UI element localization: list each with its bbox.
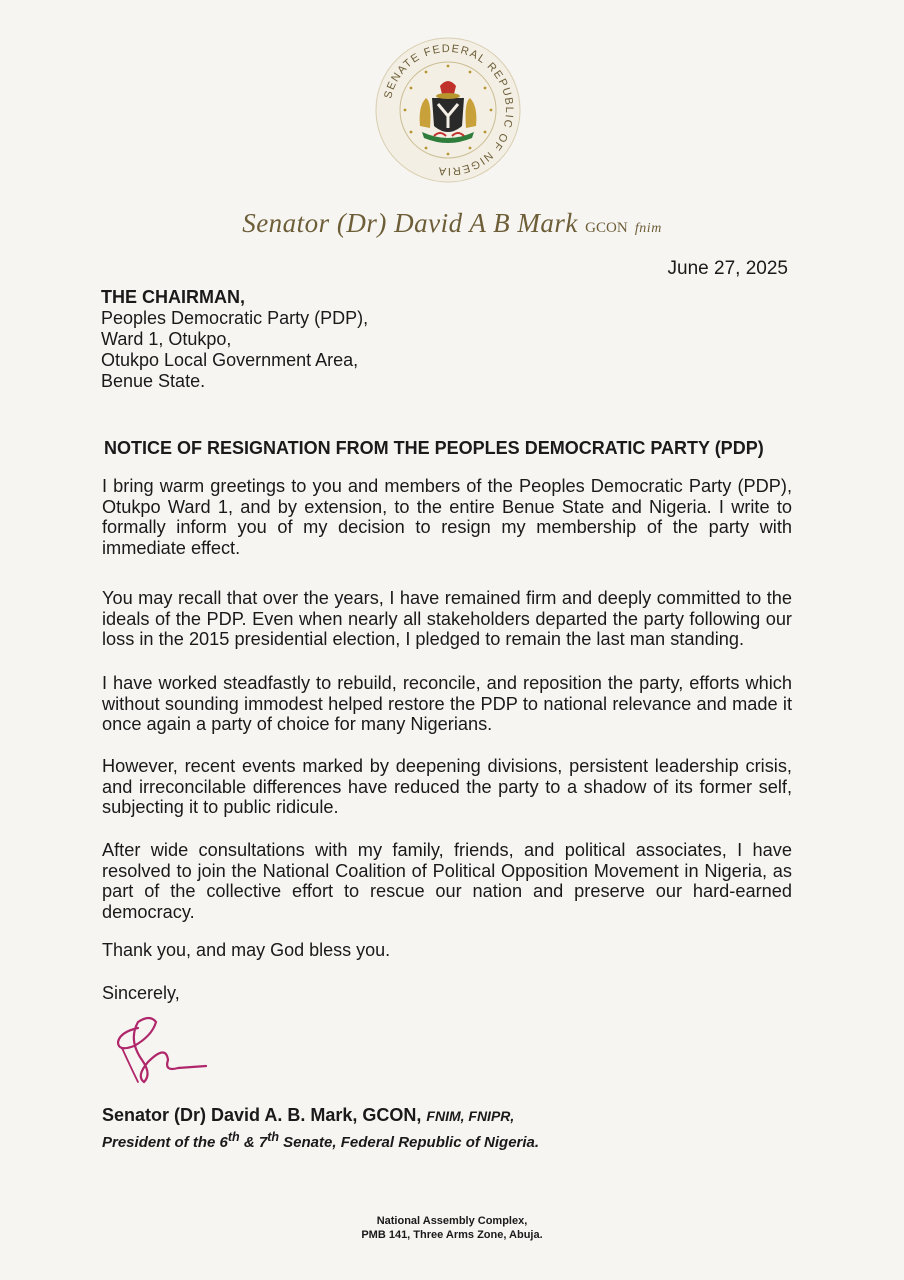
body-paragraph: I have worked steadfastly to rebuild, reconcile, and reposition the party, efforts which without sounding immodest helped restore the PDP to national relevance and made it once again a party of choice for many Nigerians. bbox=[102, 673, 792, 735]
senate-seal-icon bbox=[374, 36, 522, 184]
position-sup: th bbox=[267, 1130, 279, 1144]
signatory-postnominals: FNIM, FNIPR, bbox=[426, 1108, 515, 1124]
recipient-line: Otukpo Local Government Area, bbox=[101, 350, 359, 370]
recipient-title: THE CHAIRMAN, bbox=[101, 287, 245, 307]
letter-date: June 27, 2025 bbox=[667, 258, 788, 279]
body-paragraph: However, recent events marked by deepening divisions, persistent leadership crisis, and irreconcilable differences have reduced the party to a shadow of its former self, subjecting it to public ridicule. bbox=[102, 756, 792, 818]
body-paragraph: After wide consultations with my family, friends, and political associates, I have resolved to join the National Coalition of Political Opposition Movement in Nigeria, as part of the collective effort to rescue our nation and preserve our hard-earned democracy. bbox=[102, 840, 792, 922]
body-paragraph: I bring warm greetings to you and members of the Peoples Democratic Party (PDP), Otukpo Ward 1, and by extension, to the entire Benue State and Nigeria. I write to formally inform you of my decision to resign my membership of the party with immediate effect. bbox=[102, 476, 792, 558]
letter-subject: NOTICE OF RESIGNATION FROM THE PEOPLES DEMOCRATIC PARTY (PDP) bbox=[104, 438, 764, 458]
signatory-name bbox=[102, 1105, 514, 1126]
letterhead-name: Senator (Dr) David A B Mark bbox=[242, 208, 578, 238]
position-sup: th bbox=[227, 1130, 240, 1144]
signatory-position bbox=[102, 1130, 539, 1151]
letterhead-honour2: fnim bbox=[634, 221, 662, 236]
position-part: Senate, Federal Republic of Nigeria. bbox=[279, 1134, 540, 1151]
recipient-line: Peoples Democratic Party (PDP), bbox=[101, 308, 369, 328]
footer-address bbox=[0, 1214, 904, 1242]
handwritten-signature bbox=[108, 1010, 208, 1090]
body-paragraph: You may recall that over the years, I have remained firm and deeply committed to the ideals of the PDP. Even when nearly all stakeholders departed the party following our loss in the 2015 presidential election, I pledged to remain the last man standing. bbox=[102, 588, 792, 650]
seal-ring-text: SENATE FEDERAL REPUBLIC OF NIGERIA bbox=[382, 42, 516, 178]
footer-line: PMB 141, Three Arms Zone, Abuja. bbox=[361, 1229, 543, 1241]
recipient-line: Benue State. bbox=[101, 371, 206, 391]
sign-off: Sincerely, bbox=[102, 983, 180, 1003]
thanks-line: Thank you, and may God bless you. bbox=[102, 940, 391, 960]
letterhead bbox=[0, 208, 904, 239]
recipient-line: Ward 1, Otukpo, bbox=[101, 329, 232, 349]
position-part: President of the 6 bbox=[102, 1134, 228, 1151]
footer-line: National Assembly Complex, bbox=[376, 1215, 528, 1227]
signatory-name-text: Senator (Dr) David A. B. Mark, GCON, bbox=[102, 1105, 422, 1125]
position-part: & 7 bbox=[239, 1134, 268, 1151]
letterhead-honour: GCON bbox=[585, 220, 628, 236]
recipient-address bbox=[101, 287, 368, 392]
